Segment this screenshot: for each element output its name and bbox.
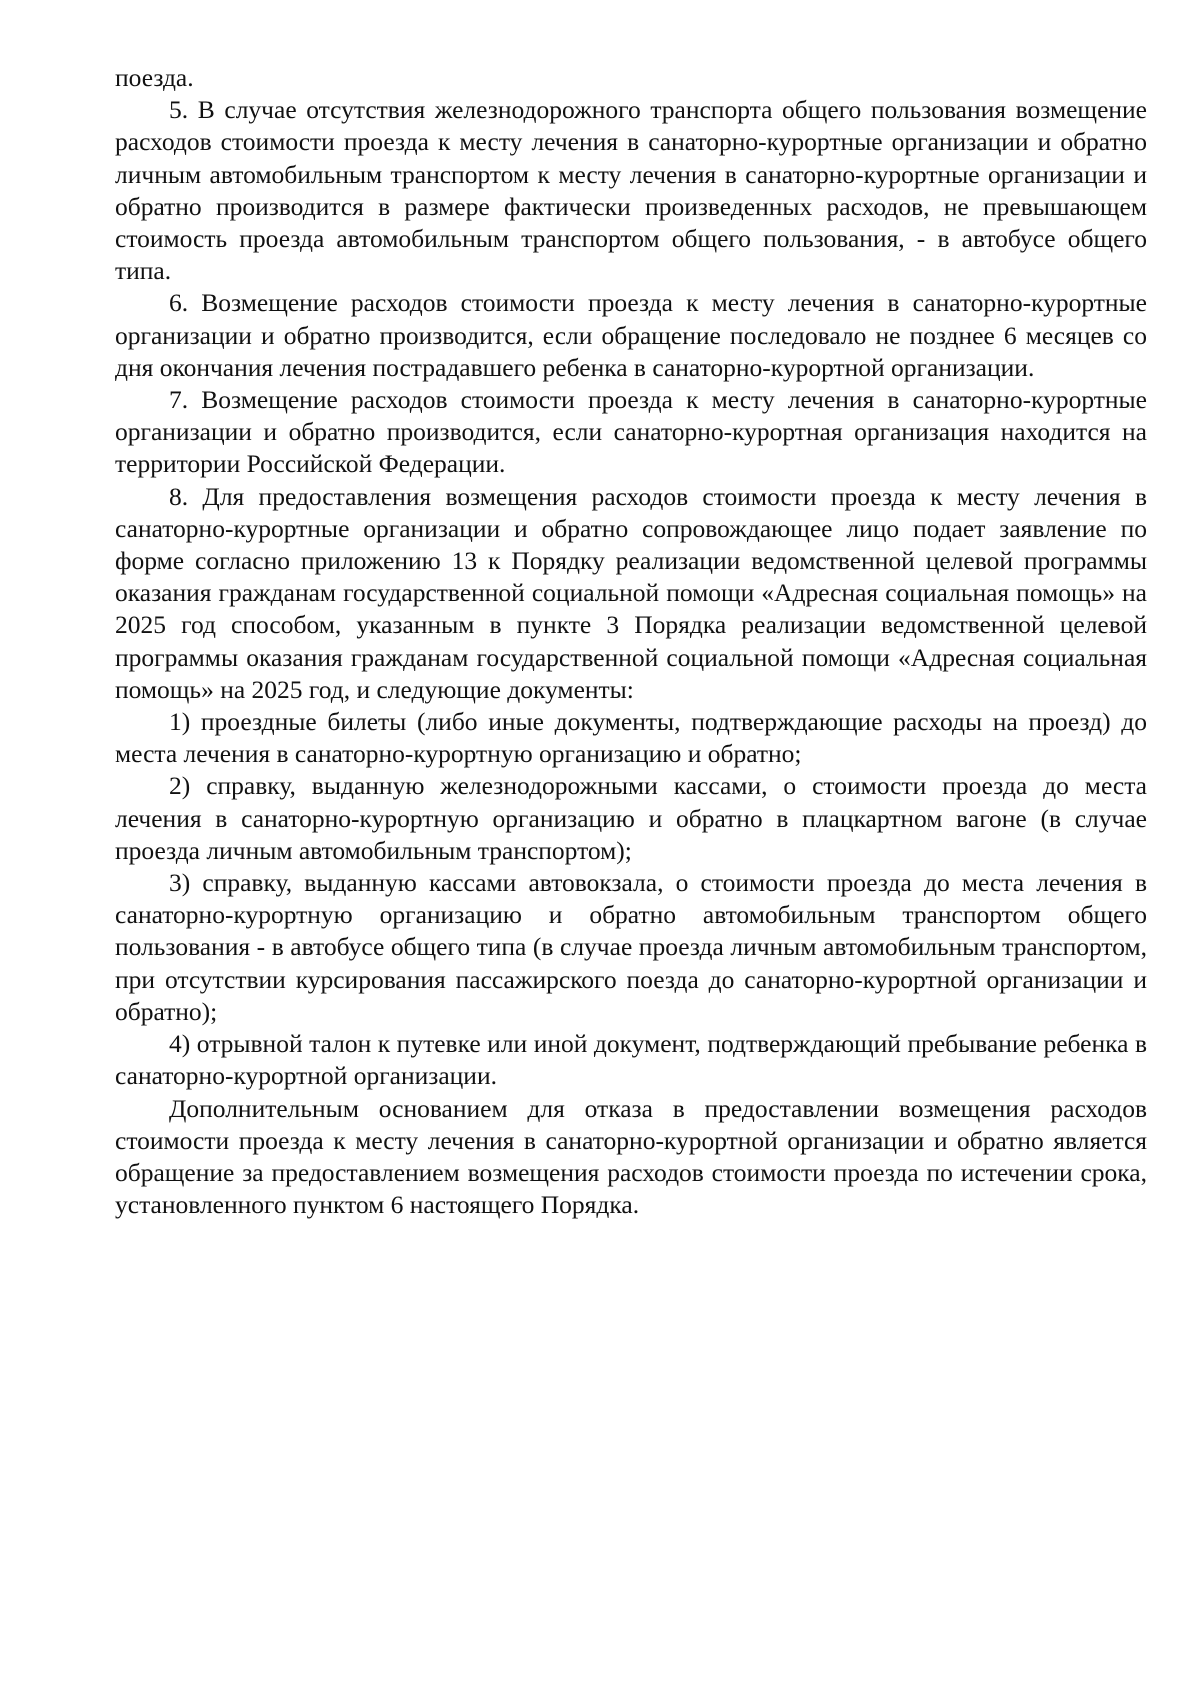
paragraph-item-7: 7. Возмещение расходов стоимости проезда к месту лечения в санаторно-курортные организации и обратно производится, если санаторно-курортная организация находится на территории Российской Федерации. (115, 385, 1147, 479)
subitem-4: 4) отрывной талон к путевке или иной документ, подтверждающий пребывание ребенка в санаторно-курортной организации. (115, 1029, 1147, 1091)
paragraph-item-8: 8. Для предоставления возмещения расходов стоимости проезда к месту лечения в санаторно-курортные организации и обратно сопровождающее лицо подает заявление по форме согласно приложению 13 к Порядку реализации ведомственной целевой программы оказания гражданам государственной социальной помощи «Адресная социальная помощь» на 2025 год способом, указанным в пункте 3 Порядка реализации ведомственной целевой программы оказания гражданам государственной социальной помощи «Адресная социальная помощь» на 2025 год, и следующие документы: (115, 481, 1147, 704)
paragraph-item-6: 6. Возмещение расходов стоимости проезда к месту лечения в санаторно-курортные организации и обратно производится, если обращение последовало не позднее 6 месяцев со дня окончания лечения пострадавшего ребенка в санаторно-курортной организации. (115, 288, 1147, 382)
paragraph-item-5: 5. В случае отсутствия железнодорожного транспорта общего пользования возмещение расходов стоимости проезда к месту лечения в санаторно-курортные организации и обратно личным автомобильным транспортом к месту лечения в санаторно-курортные организации и обратно производится в размере фактически произведенных расходов, не превышающем стоимость проезда автомобильным транспортом общего пользования, - в автобусе общего типа. (115, 95, 1147, 286)
subitem-2: 2) справку, выданную железнодорожными кассами, о стоимости проезда до места лечения в санаторно-курортную организацию и обратно в плацкартном вагоне (в случае проезда личным автомобильным транспортом); (115, 771, 1147, 865)
subitem-1: 1) проездные билеты (либо иные документы, подтверждающие расходы на проезд) до места лечения в санаторно-курортную организацию и обратно; (115, 707, 1147, 769)
document-page (115, 62, 1147, 1221)
continuation-text: поезда. (115, 63, 194, 92)
subitem-3: 3) справку, выданную кассами автовокзала, о стоимости проезда до места лечения в санаторно-курортную организацию и обратно автомобильным транспортом общего пользования - в автобусе общего типа (в случае проезда личным автомобильным транспортом, при отсутствии курсирования пассажирского поезда до санаторно-курортной организации и обратно); (115, 868, 1147, 1026)
closing-paragraph: Дополнительным основанием для отказа в предоставлении возмещения расходов стоимости проезда к месту лечения в санаторно-курортной организации и обратно является обращение за предоставлением возмещения расходов стоимости проезда по истечении срока, установленного пунктом 6 настоящего Порядка. (115, 1093, 1147, 1220)
